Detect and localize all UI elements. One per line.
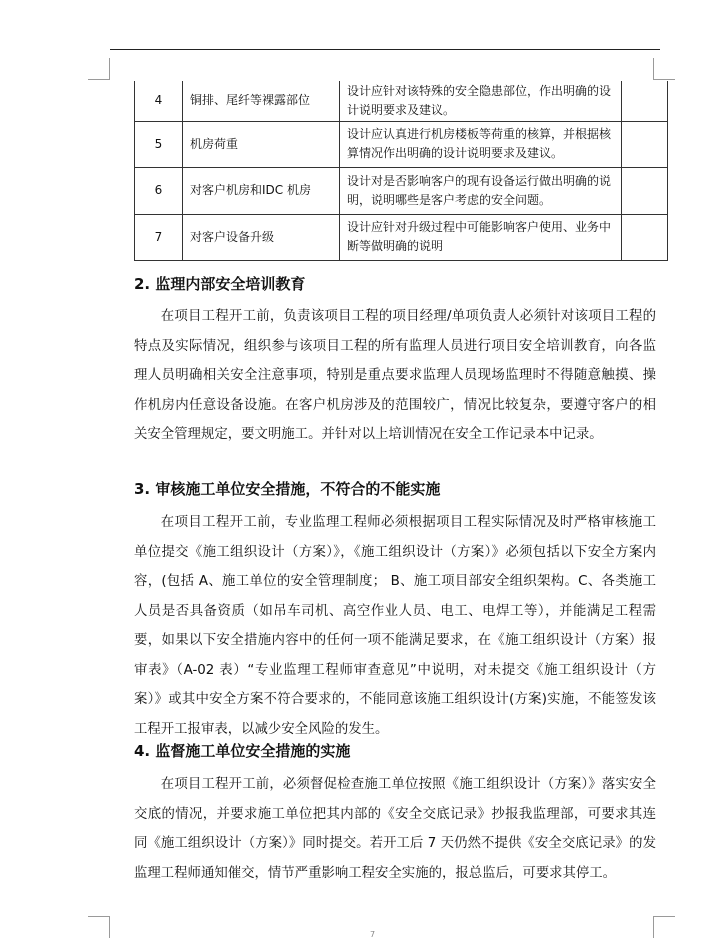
row-extra: [622, 167, 668, 214]
section-heading-review: 3. 审核施工单位安全措施，不符合的不能实施: [134, 480, 441, 498]
crop-mark-top-right-v: [653, 58, 654, 80]
section-heading-supervise: 4. 监督施工单位安全措施的实施: [134, 742, 351, 760]
section-body-supervise: 在项目工程开工前，必须督促检查施工单位按照《施工组织设计（方案）》落实安全交底的情况，并要求施工单位把其内部的《安全交底记录》抄报我监理部，可要求其连同《施工组织设计（方案）》同时提交。若开工后 7 天仍然不提供《安全交底记录》的发监理工程师通知催交，情节严重影响工程安全实施的，报总监后，可要求其停工。: [134, 777, 656, 881]
table-row: [135, 214, 668, 260]
table-row: [135, 121, 668, 167]
crop-mark-top-left-h: [88, 79, 110, 80]
header-rule: [110, 49, 660, 50]
row-extra: [622, 81, 668, 121]
row-extra: [622, 214, 668, 260]
row-item: 铜排、尾纤等裸露部位: [183, 81, 340, 121]
section-body-training: 在项目工程开工前，负责该项目工程的项目经理/单项负责人必须针对该项目工程的特点及实际情况，组织参与该项目工程的所有监理人员进行项目安全培训教育，向各监理人员明确相关安全注意事项，特别是重点要求监理人员现场监理时不得随意触摸、操作机房内任意设备设施。在客户机房涉及的范围较广，情况比较复杂，要遵守客户的相关安全管理规定，要文明施工。并针对以上培训情况在安全工作记录本中记录。: [134, 309, 656, 442]
crop-mark-bottom-left-h: [88, 916, 110, 917]
section-body-review: 在项目工程开工前，专业监理工程师必须根据项目工程实际情况及时严格审核施工单位提交《施工组织设计（方案）》，《施工组织设计（方案）》必须包括以下安全方案内容，(包括 A、施工单位的安全管理制度； B、施工项目部安全组织架构。C、各类施工人员是否具备资质（如吊车司机、高空作业人员、电工、电焊工等），并能满足工程需要，如果以下安全措施内容中的任何一项不能满足要求，在《施工组织设计（方案）报审表》（A-02 表）“专业监理工程师审查意见”中说明，对未提交《施工组织设计（方案）》或其中安全方案不符合要求的，不能同意该施工组织设计(方案)实施，不能签发该工程开工报审表，以减少安全风险的发生。: [134, 515, 656, 737]
crop-mark-bottom-right-h: [653, 916, 675, 917]
row-number: 7: [135, 214, 183, 260]
row-number: 6: [135, 167, 183, 214]
row-requirement: 设计对是否影响客户的现有设备运行做出明确的说明，说明哪些是客户考虑的安全问题。: [340, 167, 622, 214]
table-row: [135, 167, 668, 214]
row-requirement: 设计应认真进行机房楼板等荷重的核算，并根据核算情况作出明确的设计说明要求及建议。: [340, 121, 622, 167]
row-requirement: 设计应针对该特殊的安全隐患部位，作出明确的设计说明要求及建议。: [340, 81, 622, 121]
row-item: 对客户机房和IDC 机房: [183, 167, 340, 214]
crop-mark-bottom-left-v: [109, 916, 110, 938]
crop-mark-bottom-right-v: [653, 916, 654, 938]
row-number: 4: [135, 81, 183, 121]
crop-mark-top-left-v: [109, 58, 110, 80]
page-number: 7: [370, 930, 376, 939]
row-item: 机房荷重: [183, 121, 340, 167]
row-extra: [622, 121, 668, 167]
row-requirement: 设计应针对升级过程中可能影响客户使用、业务中断等做明确的说明: [340, 214, 622, 260]
table-row: [135, 81, 668, 121]
section-heading-training: 2. 监理内部安全培训教育: [134, 275, 306, 293]
row-number: 5: [135, 121, 183, 167]
crop-mark-top-right-h: [653, 79, 675, 80]
row-item: 对客户设备升级: [183, 214, 340, 260]
safety-design-table: [134, 81, 668, 261]
